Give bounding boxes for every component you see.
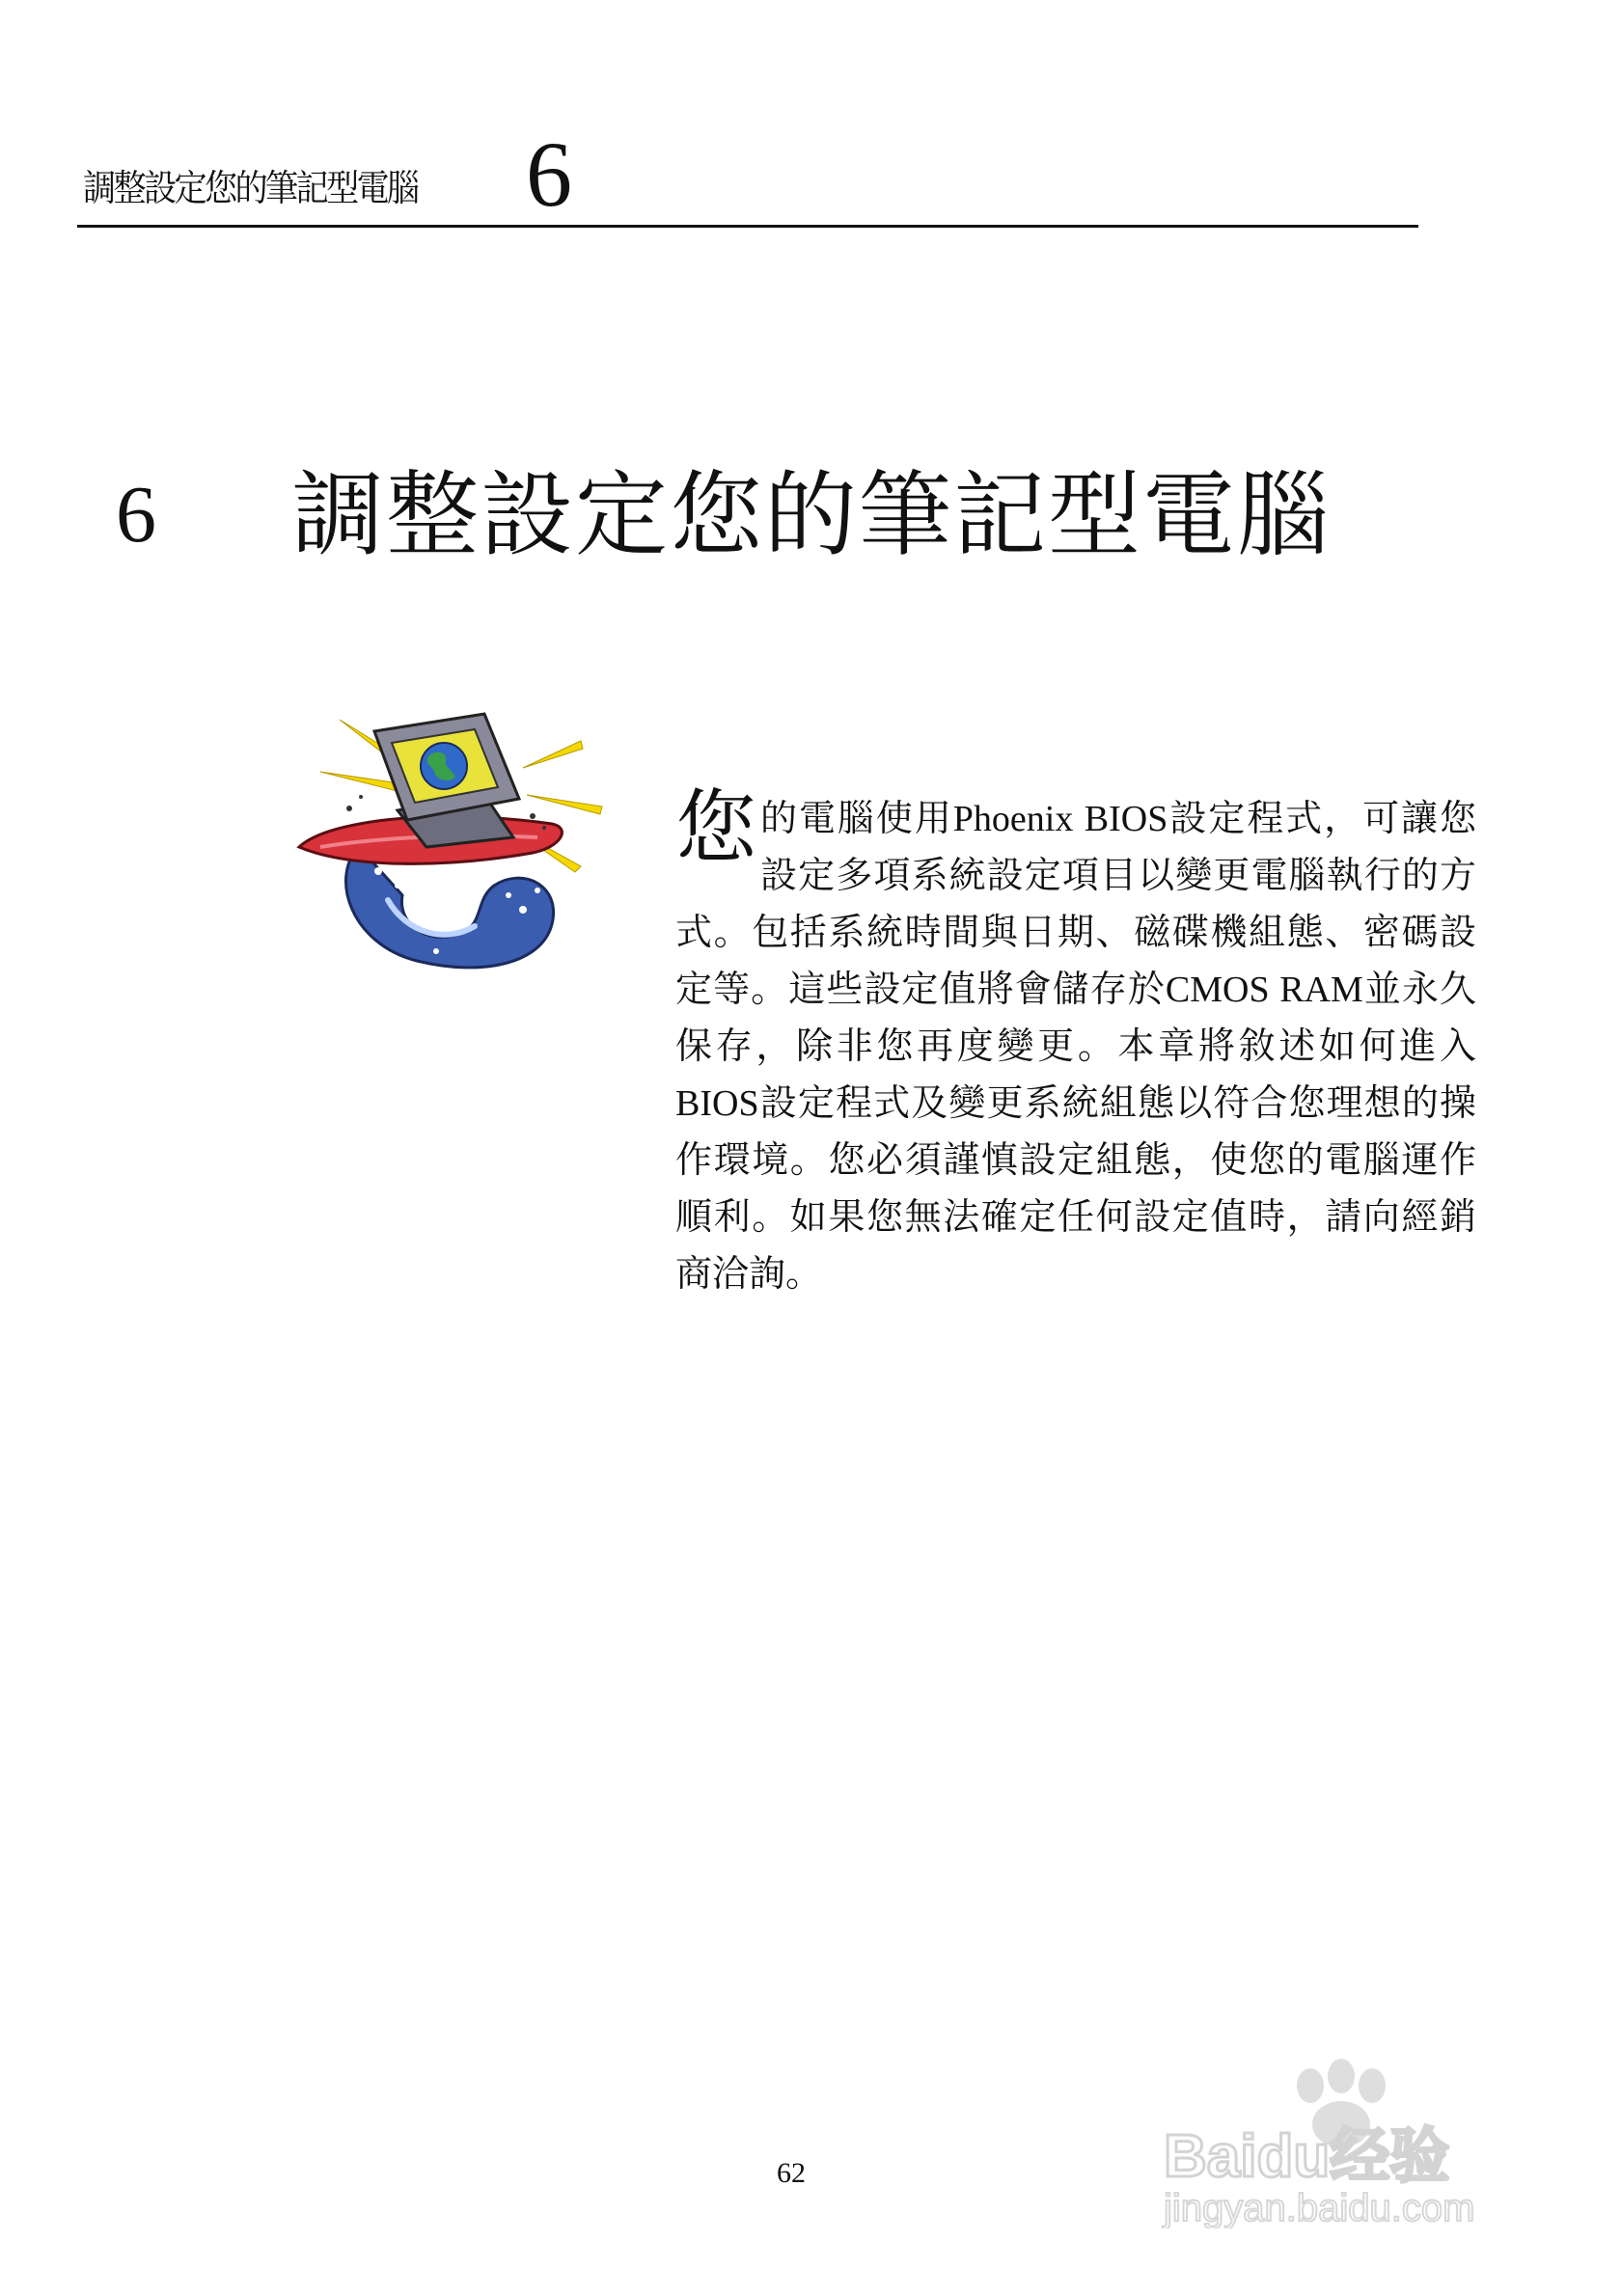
computer-surfing-wave-icon	[291, 702, 656, 992]
running-header-title: 調整設定您的筆記型電腦	[83, 167, 418, 209]
intro-paragraph	[675, 780, 1476, 1303]
watermark-url: jingyan.baidu.com	[1164, 2187, 1475, 2228]
running-header-chapter-number: 6	[526, 123, 572, 226]
intro-dropcap: 您	[675, 780, 757, 875]
running-header	[77, 123, 1418, 228]
page-number: 62	[777, 2157, 806, 2189]
intro-text: 的電腦使用Phoenix BIOS設定程式，可讓您設定多項系統設定項目以變更電腦執行的方式。包括系統時間與日期、磁碟機組態、密碼設定等。這些設定值將會儲存於CMOS RAM並永久保存，除非您再度變更。本章將敘述如何進入BIOS設定程式及變更系統組態以符合您理想的操作環境。您必須謹慎設定組態，使您的電腦運作順利。如果您無法確定任何設定值時，請向經銷商洽詢。	[675, 799, 1476, 1295]
chapter-number: 6	[116, 470, 156, 560]
watermark-brand: Baidu经验	[1164, 2123, 1450, 2190]
baidu-jingyan-watermark	[1156, 2055, 1542, 2228]
chapter-title: 調整設定您的筆記型電腦	[291, 461, 1332, 569]
